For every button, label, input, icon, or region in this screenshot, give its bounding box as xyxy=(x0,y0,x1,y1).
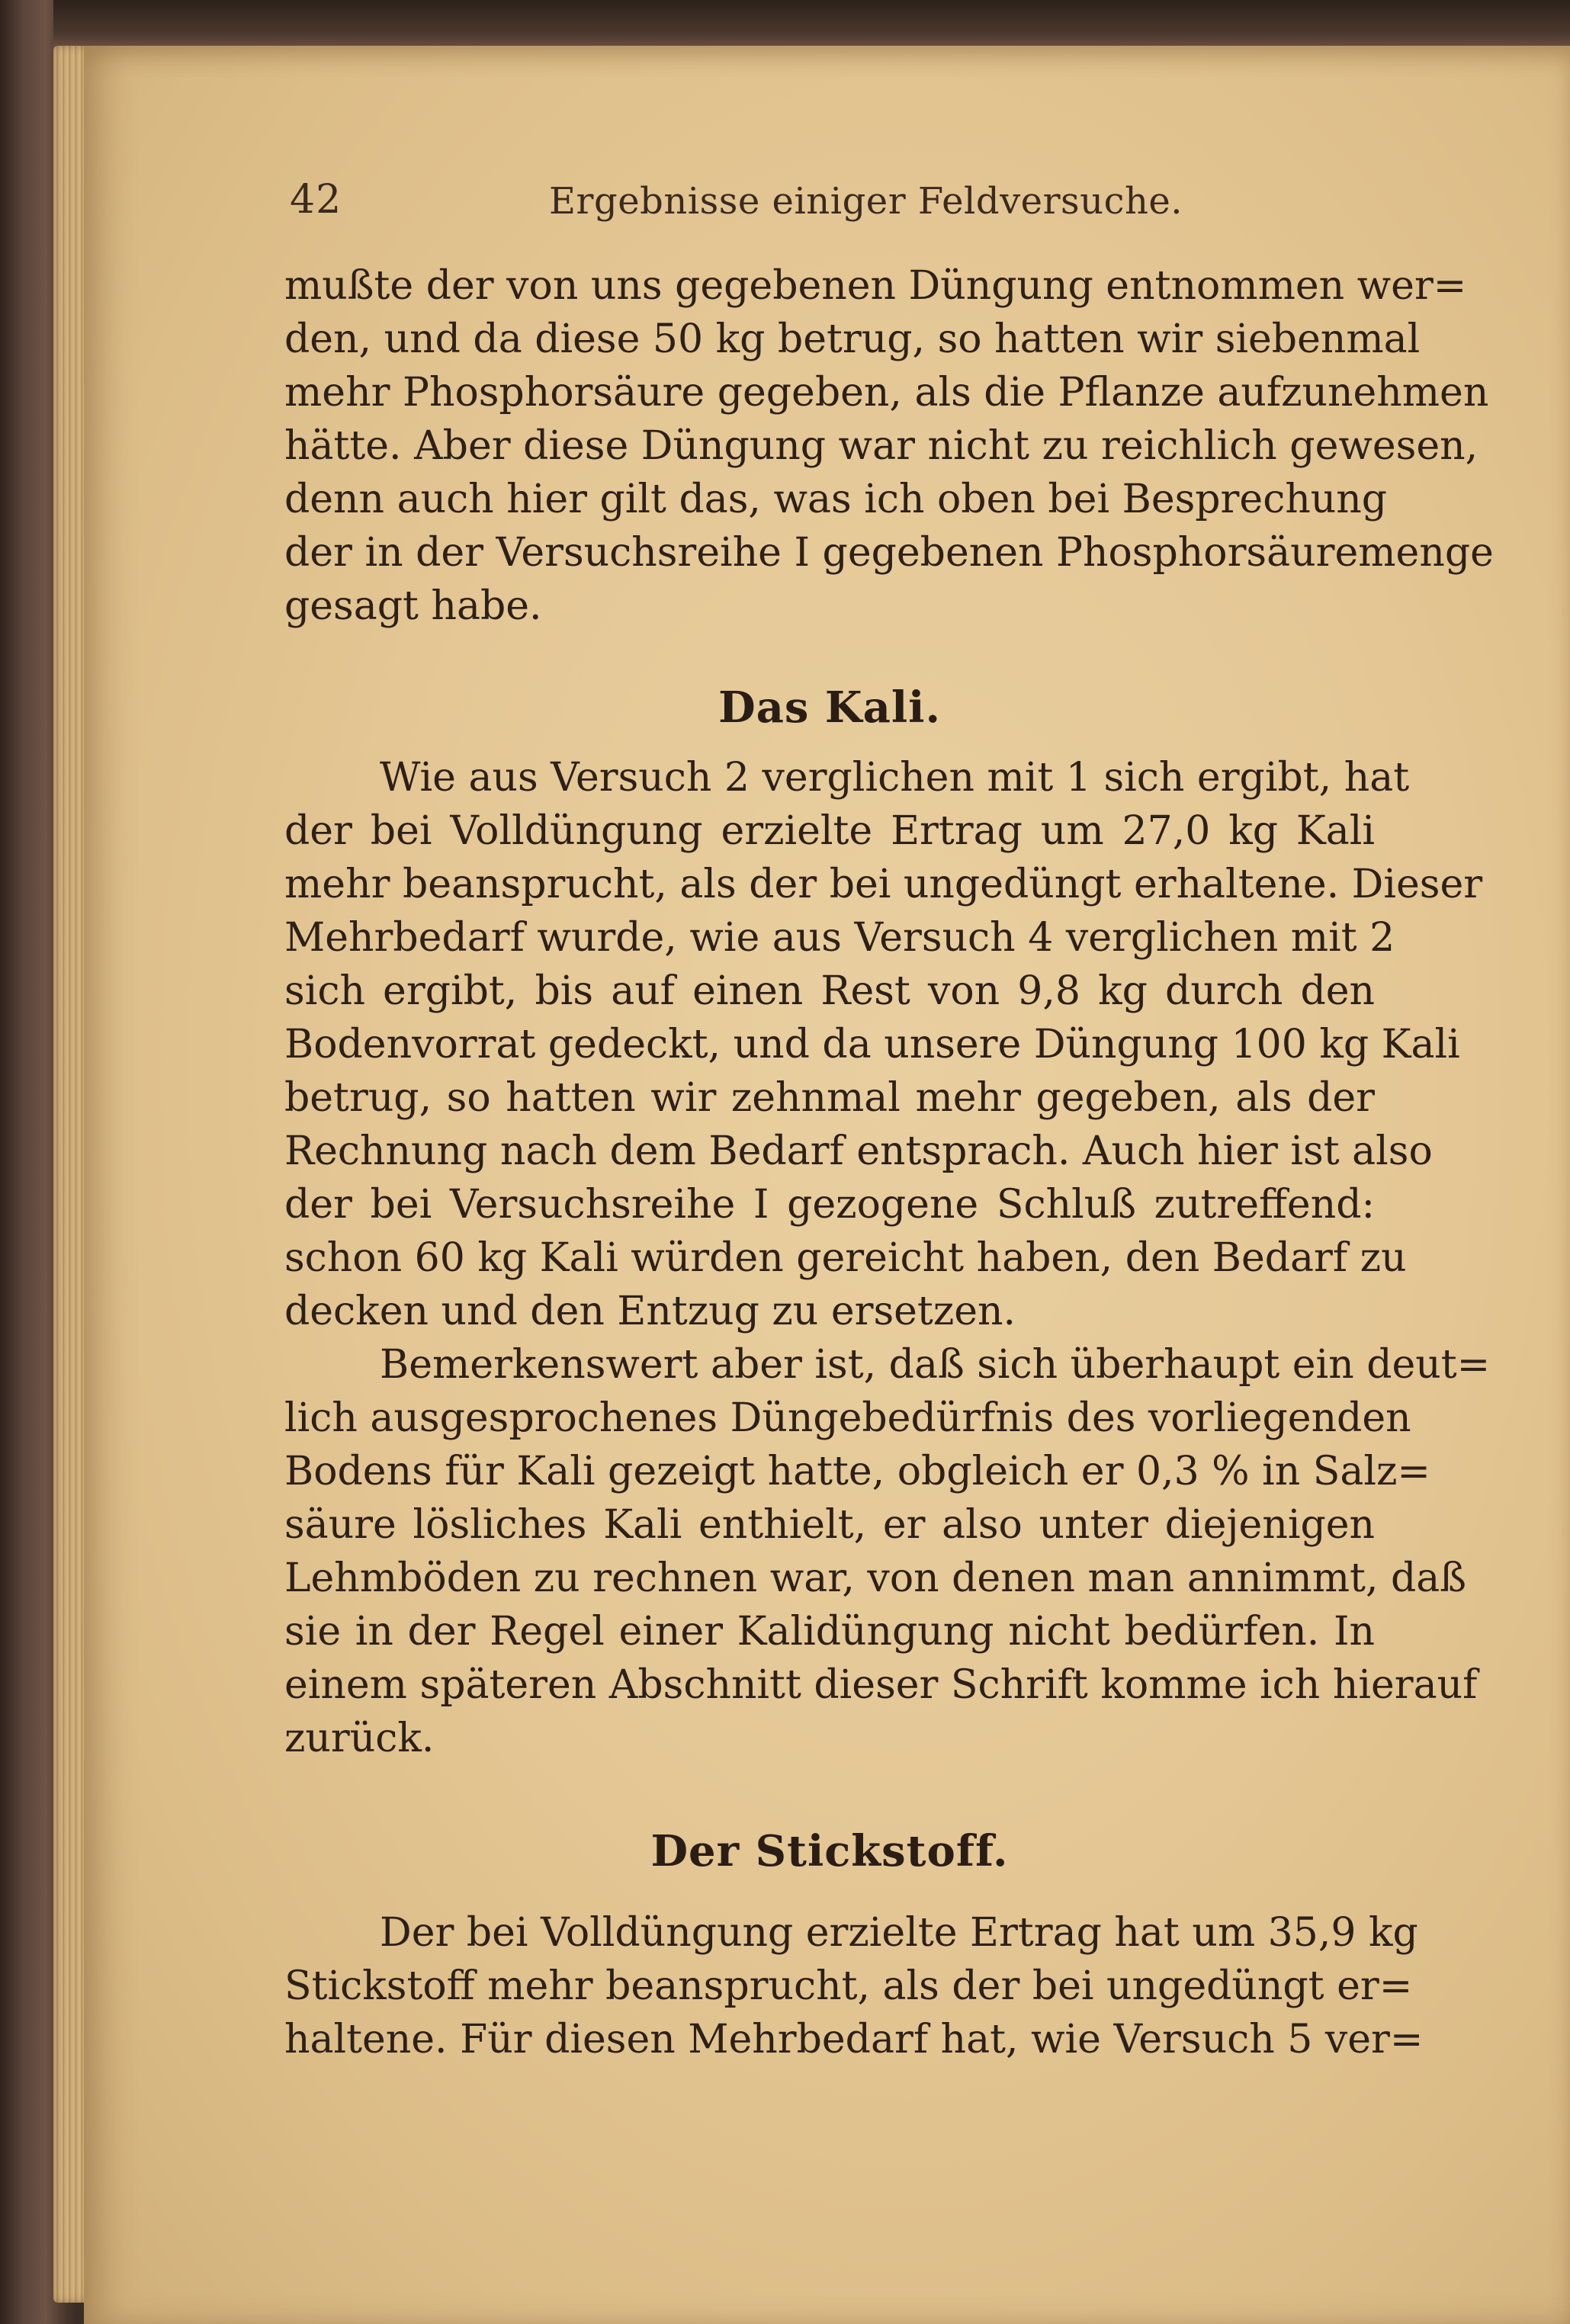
text-line: sie in der Regel einer Kalidüngung nicht bedürfen. In xyxy=(284,1609,1375,1655)
page-header xyxy=(290,177,1388,230)
text-line: mußte der von uns gegebenen Düngung entnommen wer= xyxy=(284,263,1467,309)
text-line: hätte. Aber diese Düngung war nicht zu reichlich gewesen, xyxy=(284,423,1478,469)
text-line: betrug, so hatten wir zehnmal mehr gegeben, als der xyxy=(284,1075,1375,1121)
text-line: der bei Volldüngung erzielte Ertrag um 27,0 kg Kali xyxy=(284,808,1375,854)
text-line: denn auch hier gilt das, was ich oben bei Besprechung xyxy=(284,477,1388,522)
text-line: Bodenvorrat gedeckt, und da unsere Düngung 100 kg Kali xyxy=(284,1022,1460,1067)
paragraph-continuation xyxy=(284,259,1494,633)
text-line: Wie aus Versuch 2 verglichen mit 1 sich ergibt, hat xyxy=(380,755,1410,801)
text-line: Mehrbedarf wurde, wie aus Versuch 4 verglichen mit 2 xyxy=(284,915,1395,961)
text-line: gesagt habe. xyxy=(284,583,542,629)
text-line: Bemerkenswert aber ist, daß sich überhaupt ein deut= xyxy=(380,1342,1491,1388)
text-line: einem späteren Abschnitt dieser Schrift komme ich hierauf xyxy=(284,1662,1478,1708)
text-line: decken und den Entzug zu ersetzen. xyxy=(284,1289,1016,1334)
text-line: der bei Versuchsreihe I gezogene Schluß zutreffend: xyxy=(284,1182,1375,1228)
text-line: zurück. xyxy=(284,1716,435,1761)
text-line: mehr Phosphorsäure gegeben, als die Pflanze aufzunehmen xyxy=(284,370,1489,416)
running-title: Ergebnisse einiger Feldversuche. xyxy=(549,180,1183,223)
text-line: der in der Versuchsreihe I gegebenen Phosphorsäuremenge xyxy=(284,530,1494,576)
text-line: den, und da diese 50 kg betrug, so hatten wir siebenmal xyxy=(284,316,1421,362)
paragraph-kali-1 xyxy=(284,751,1483,1338)
page-top-shadow xyxy=(53,0,1570,47)
text-line: Lehmböden zu rechnen war, von denen man annimmt, daß xyxy=(284,1555,1467,1601)
paragraph-kali-2 xyxy=(284,1338,1491,1765)
section-heading-stickstoff: Der Stickstoff. xyxy=(650,1826,1009,1876)
text-line: mehr beansprucht, als der bei ungedüngt erhaltene. Dieser xyxy=(284,862,1483,907)
text-line: säure lösliches Kali enthielt, er also unter diejenigen xyxy=(284,1502,1375,1548)
text-line: Bodens für Kali gezeigt hatte, obgleich er 0,3 % in Salz= xyxy=(284,1449,1430,1494)
text-line: Der bei Volldüngung erzielte Ertrag hat um 35,9 kg xyxy=(380,1910,1418,1956)
paragraph-stickstoff xyxy=(284,1906,1424,2066)
text-line: Stickstoff mehr beansprucht, als der bei ungedüngt er= xyxy=(284,1963,1413,2009)
text-line: haltene. Für diesen Mehrbedarf hat, wie Versuch 5 ver= xyxy=(284,2017,1424,2062)
text-line: Rechnung nach dem Bedarf entsprach. Auch hier ist also xyxy=(284,1128,1433,1174)
section-heading-kali: Das Kali. xyxy=(718,682,941,733)
text-line: lich ausgesprochenes Düngebedürfnis des vorliegenden xyxy=(284,1395,1411,1441)
text-line: sich ergibt, bis auf einen Rest von 9,8 kg durch den xyxy=(284,968,1375,1014)
text-line: schon 60 kg Kali würden gereicht haben, den Bedarf zu xyxy=(284,1235,1407,1281)
page-number: 42 xyxy=(290,177,342,223)
